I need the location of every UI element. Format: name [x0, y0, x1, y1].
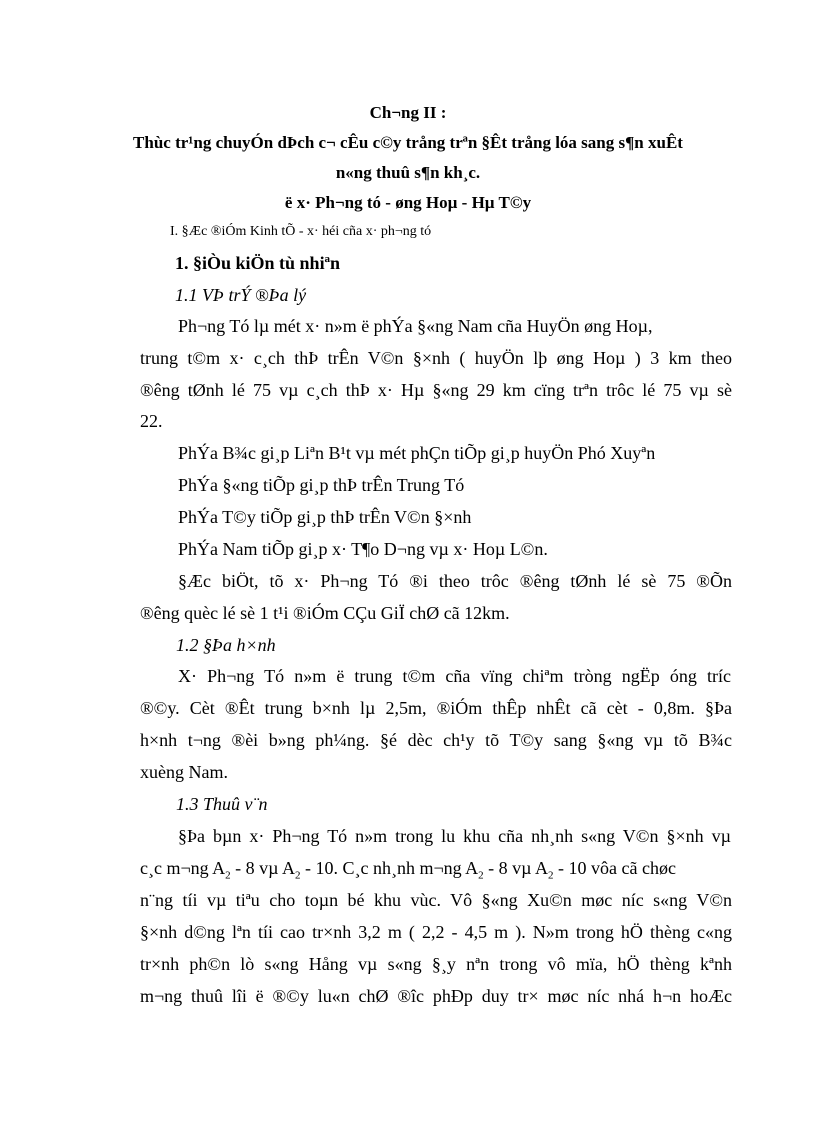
paragraph-line: xuèng Nam.: [140, 762, 228, 782]
paragraph-line: §Þa bµn x· Ph¬ng Tó n»m trong lu khu cña nh¸nh s«ng V©n §×nh vµ: [178, 826, 731, 846]
paragraph-line: tr×nh ph©n lò s«ng Hång vµ s«ng §¸y nªn trong vô mïa, hÖ thèng kªnh: [140, 954, 732, 974]
chapter-heading: Ch¬ng II :: [369, 103, 447, 122]
paragraph-line: 22.: [140, 411, 163, 431]
paragraph-line: ®©y. Cèt ®Êt trung b×nh lµ 2,5m, ®iÓm thÊp nhÊt cã cèt - 0,8m. §Þa: [140, 698, 732, 718]
subscript: 2: [478, 869, 484, 882]
paragraph-line: ®êng quèc lé sè 1 t¹i ®iÓm CÇu GiÏ chØ cã 12km.: [140, 603, 510, 623]
border-east: PhÝa §«ng tiÕp gi¸p thÞ trÊn Trung Tó: [178, 475, 465, 495]
text-fragment: - 8 vµ A: [230, 858, 296, 878]
border-north: PhÝa B¾c gi¸p Liªn B¹t vµ mét phÇn tiÕp gi¸p huyÖn Phó Xuyªn: [178, 443, 656, 463]
paragraph-line-with-subscripts: [140, 858, 732, 882]
paragraph-line: trung t©m x· c¸ch thÞ trÊn V©n §×nh ( huyÖn lþ øng Hoµ ) 3 km theo: [140, 348, 732, 368]
paragraph-line: §Æc biÖt, tõ x· Ph¬ng Tó ®i theo trôc ®êng tØnh lé sè 75 ®Õn: [178, 571, 732, 591]
subscript: 2: [548, 869, 554, 882]
text-fragment: - 10. C¸c nh¸nh m¬ng A: [300, 858, 479, 878]
border-south: PhÝa Nam tiÕp gi¸p x· T¶o D¬ng vµ x· Hoµ L©n.: [178, 539, 548, 559]
paragraph-line: Ph¬ng Tó lµ mét x· n»m ë phÝa §«ng Nam cña HuyÖn øng Hoµ,: [178, 316, 653, 336]
paragraph-line: n¨ng tíi vµ tiªu cho toµn bé khu vùc. Vô §«ng Xu©n møc níc s«ng V©n: [140, 890, 732, 910]
paragraph-line: X· Ph¬ng Tó n»m ë trung t©m cña vïng chiªm tròng ngËp óng tríc: [178, 666, 731, 686]
chapter-title-line-3: ë x· Ph¬ng tó - øng Hoµ - Hµ T©y: [284, 193, 532, 212]
chapter-title-line-2: n«ng thuû s¶n kh¸c.: [335, 163, 481, 182]
section-1-heading: 1. §iÒu kiÖn tù nhiªn: [175, 253, 340, 273]
subsection-1-3-heading: 1.3 Thuû v¨n: [176, 794, 268, 814]
paragraph-line: §×nh d©ng lªn tíi cao tr×nh 3,2 m ( 2,2 - 4,5 m ). N»m trong hÖ thèng c«ng: [140, 922, 732, 942]
section-I-heading: I. §Æc ®iÓm Kinh tÕ - x· héi cña x· ph¬ng tó: [170, 224, 432, 239]
subsection-1-1-heading: 1.1 VÞ trÝ ®Þa lý: [175, 285, 307, 305]
border-west: PhÝa T©y tiÕp gi¸p thÞ trÊn V©n §×nh: [178, 507, 472, 527]
text-fragment: - 10 vôa cã chøc: [553, 858, 676, 878]
subscript: 2: [225, 869, 231, 882]
text-fragment: c¸c m¬ng A: [140, 858, 226, 878]
chapter-title-line-1: Thùc tr¹ng chuyÓn dÞch c¬ cÊu c©y trång trªn §Êt trång lóa sang s¶n xuÊt: [133, 133, 683, 152]
subscript: 2: [295, 869, 301, 882]
paragraph-line: ®êng tØnh lé 75 vµ c¸ch thÞ x· Hµ §«ng 29 km cïng trªn trôc lé 75 vµ sè: [140, 380, 732, 400]
subsection-1-2-heading: 1.2 §Þa h×nh: [176, 635, 276, 655]
text-fragment: - 8 vµ A: [483, 858, 549, 878]
paragraph-line: m¬ng thuû lîi ë ®©y lu«n chØ ®îc phÐp duy tr× møc níc nhá h¬n hoÆc: [140, 986, 732, 1006]
paragraph-line: h×nh t¬ng ®èi b»ng ph¼ng. §é dèc ch¹y tõ T©y sang §«ng vµ tõ B¾c: [140, 730, 732, 750]
